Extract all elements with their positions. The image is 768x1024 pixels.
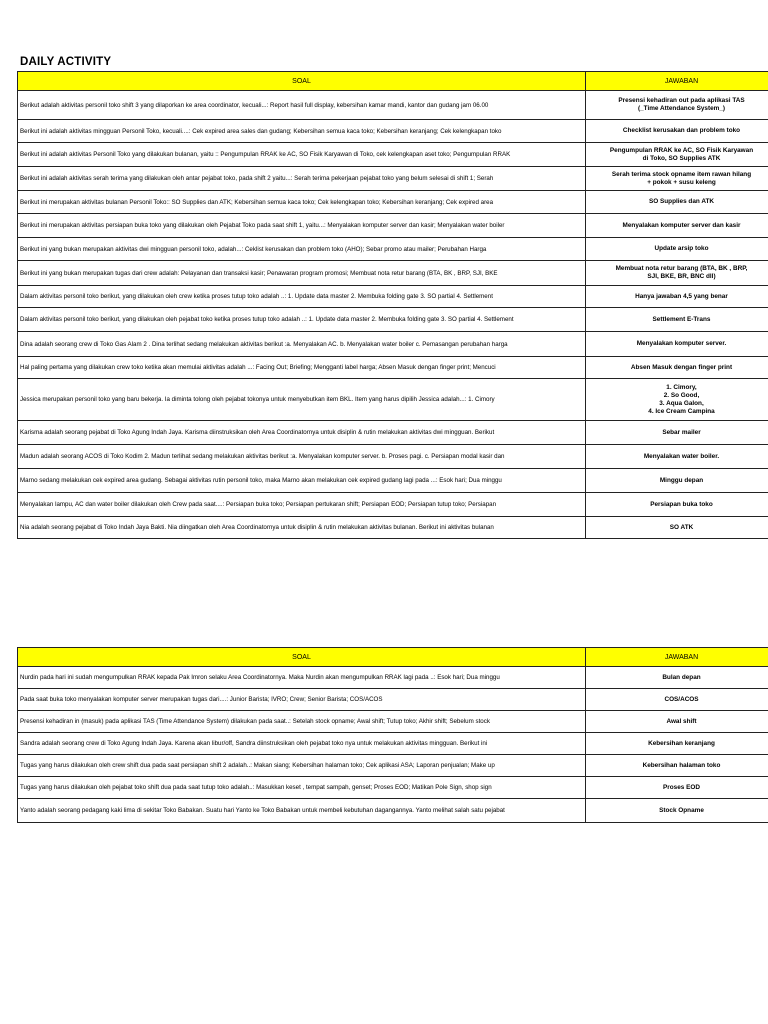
answer-cell: Hanya jawaban 4,5 yang benar [586, 286, 768, 308]
table-row [18, 308, 768, 332]
table-row [18, 191, 768, 214]
table-row [18, 143, 768, 167]
table-row [18, 445, 768, 469]
answer-cell: Checklist kerusakan dan problem toko [586, 120, 768, 143]
question-cell: Berikut ini yang bukan merupakan tugas dari crew adalah: Pelayanan dan transaksi kasir; Penawaran program promosi; Membuat nota retur barang (BTA, BK , BRP, SJI, BKE [18, 261, 586, 286]
table-row [18, 733, 768, 755]
question-cell: Menyalakan lampu, AC dan water boiler dilakukan oleh Crew pada saat....: Persiapan buka toko; Persiapan pertukaran shift; Persiapan EOD; Persiapan tutup toko; Persiapan [18, 493, 586, 517]
answer-cell: Absen Masuk dengan finger print [586, 357, 768, 379]
page-title: DAILY ACTIVITY [20, 56, 112, 68]
answer-cell: Presensi kehadiran out pada aplikasi TAS (_Time Attendance System_) [586, 91, 768, 120]
question-cell: Jessica merupakan personil toko yang baru bekerja. Ia diminta tolong oleh pejabat tokonya untuk menyebutkan item BKL. Item yang harus dipilih Jessica adalah...: 1. Cimory [18, 379, 586, 421]
table-row [18, 755, 768, 777]
answer-cell: Settlement E-Trans [586, 308, 768, 332]
answer-cell: Proses EOD [586, 777, 768, 799]
answer-cell: Minggu depan [586, 469, 768, 493]
table-row [18, 332, 768, 357]
table-header [18, 72, 768, 91]
question-cell: Marno sedang melakukan cek expired area gudang. Sebagai aktivitas rutin personil toko, maka Marno akan melakukan cek expired gudang lagi pada ...: Esok hari; Dua minggu [18, 469, 586, 493]
table-row [18, 214, 768, 238]
answer-cell: 1. Cimory, 2. So Good, 3. Aqua Galon, 4. Ice Cream Campina [586, 379, 768, 421]
question-cell: Sandra adalah seorang crew di Toko Agung Indah Jaya. Karena akan libur/off, Sandra diinstruksikan oleh pejabat toko nya untuk melakukan aktivitas mingguan. Berikut ini [18, 733, 586, 755]
question-cell: Berikut ini yang bukan merupakan aktivitas dwi mingguan personil toko, adalah...: Ceklist kerusakan dan problem toko (AHO); Sebar promo atau mailer; Perubahan Harga [18, 238, 586, 261]
answer-cell: Awal shift [586, 711, 768, 733]
question-cell: Nurdin pada hari ini sudah mengumpulkan RRAK kepada Pak Imron selaku Area Coordinatornya. Maka Nurdin akan mengumpulkan RRAK lagi pada ..: Esok hari; Dua minggu [18, 667, 586, 689]
question-cell: Berikut adalah aktivitas personil toko shift 3 yang dilaporkan ke area coordinator, kecuali...: Report hasil full display, kebersihan kamar mandi, kantor dan gudang jam 06.00 [18, 91, 586, 120]
answer-cell: Kebersihan keranjang [586, 733, 768, 755]
table-row [18, 167, 768, 191]
answer-cell: Serah terima stock opname item rawan hilang + pokok + susu keleng [586, 167, 768, 191]
table-row [18, 286, 768, 308]
table-row [18, 667, 768, 689]
question-cell: Karisma adalah seorang pejabat di Toko Agung Indah Jaya. Karisma diinstruksikan oleh Area Coordinatornya untuk disiplin & rutin melakukan aktivitas dwi mingguan. Berikut [18, 421, 586, 445]
question-cell: Berikut ini merupakan aktivitas bulanan Personil Toko:: SO Supplies dan ATK; Kebersihan semua kaca toko; Cek kelengkapan toko; Kebersihan keranjang; Cek expired area [18, 191, 586, 214]
table-header [18, 648, 768, 667]
answer-cell: Bulan depan [586, 667, 768, 689]
answer-cell: Menyalakan komputer server dan kasir [586, 214, 768, 238]
question-cell: Dina adalah seorang crew di Toko Gas Alam 2 . Dina terlihat sedang melakukan aktivitas berikut :a. Menyalakan AC. b. Menyalakan water boiler c. Pemasangan perubahan harga [18, 332, 586, 357]
table-row [18, 379, 768, 421]
question-cell: Pada saat buka toko menyalakan komputer server merupakan tugas dari....: Junior Barista; IVRO; Crew; Senior Barista; COS/ACOS [18, 689, 586, 711]
question-cell: Tugas yang harus dilakukan oleh pejabat toko shift dua pada saat tutup toko adalah..: Masukkan keset , tempat sampah, genset; Proses EOD; Matikan Pole Sign, shop sign [18, 777, 586, 799]
question-cell: Tugas yang harus dilakukan oleh crew shift dua pada saat persiapan shift 2 adalah..: Makan siang; Kebersihan halaman toko; Cek aplikasi ASA; Laporan penjualan; Make up [18, 755, 586, 777]
answer-cell: Sebar mailer [586, 421, 768, 445]
answer-cell: SO ATK [586, 517, 768, 539]
table-row [18, 493, 768, 517]
header-soal: SOAL [18, 648, 586, 667]
answer-cell: Membuat nota retur barang (BTA, BK , BRP, SJI, BKE, BR, BNC dll) [586, 261, 768, 286]
question-cell: Dalam aktivitas personil toko berikut, yang dilakukan oleh pejabat toko ketika proses tutup toko adalah ..: 1. Update data master 2. Membuka folding gate 3. SO partial 4. Settlement [18, 308, 586, 332]
table-row [18, 777, 768, 799]
question-cell: Dalam aktivitas personil toko berikut, yang dilakukan oleh crew ketika proses tutup toko adalah ..: 1. Update data master 2. Membuka folding gate 3. SO partial 4. Settlement [18, 286, 586, 308]
answer-cell: Stock Opname [586, 799, 768, 823]
activity-table-1 [17, 71, 768, 539]
table-row [18, 469, 768, 493]
answer-cell: COS/ACOS [586, 689, 768, 711]
question-cell: Hal paling pertama yang dilakukan crew toko ketika akan memulai aktivitas adalah ...: Facing Out; Briefing; Mengganti label harga; Absen Masuk dengan finger print; Mencuci [18, 357, 586, 379]
answer-cell: Kebersihan halaman toko [586, 755, 768, 777]
answer-cell: Menyalakan water boiler. [586, 445, 768, 469]
question-cell: Nia adalah seorang pejabat di Toko Indah Jaya Bakti. Nia diingatkan oleh Area Coordinatornya untuk disiplin & rutin melakukan aktivitas bulanan. Berikut ini aktivitas bulanan [18, 517, 586, 539]
question-cell: Yanto adalah seorang pedagang kaki lima di sekitar Toko Babakan. Suatu hari Yanto ke Toko Babakan untuk membeli kebutuhan dagangannya. Yanto melihat salah satu pejabat [18, 799, 586, 823]
question-cell: Presensi kehadiran in (masuk) pada aplikasi TAS (Time Attendance System) dilakukan pada saat..: Setelah stock opname; Awal shift; Tutup toko; Akhir shift; Sebelum stock [18, 711, 586, 733]
answer-cell: Pengumpulan RRAK ke AC, SO Fisik Karyawan di Toko, SO Supplies ATK [586, 143, 768, 167]
table-row [18, 261, 768, 286]
header-jawaban: JAWABAN [586, 72, 768, 91]
question-cell: Berikut ini adalah aktivitas serah terima yang dilakukan oleh antar pejabat toko, pada shift 2 yaitu...: Serah terima pekerjaan pejabat toko yang belum selesai di shift 1; Serah [18, 167, 586, 191]
answer-cell: Update arsip toko [586, 238, 768, 261]
table-row [18, 711, 768, 733]
header-soal: SOAL [18, 72, 586, 91]
table-row [18, 517, 768, 539]
table-row [18, 421, 768, 445]
question-cell: Berikut ini merupakan aktivitas persiapan buka toko yang dilakukan oleh Pejabat Toko pada saat shift 1, yaitu...: Menyalakan komputer server dan kasir; Menyalakan water boiler [18, 214, 586, 238]
table-row [18, 120, 768, 143]
header-jawaban: JAWABAN [586, 648, 768, 667]
activity-table-2 [17, 647, 768, 823]
answer-cell: Menyalakan komputer server. [586, 332, 768, 357]
table-row [18, 689, 768, 711]
table-row [18, 799, 768, 823]
question-cell: Berikut ini adalah aktivitas mingguan Personil Toko, kecuali....: Cek expired area sales dan gudang; Kebersihan semua kaca toko; Kebersihan keranjang; Cek kelengkapan toko [18, 120, 586, 143]
table-row [18, 238, 768, 261]
table-row [18, 357, 768, 379]
answer-cell: Persiapan buka toko [586, 493, 768, 517]
question-cell: Madun adalah seorang ACOS di Toko Kodim 2. Madun terlihat sedang melakukan aktivitas berikut :a. Menyalakan komputer server. b. Proses pagi. c. Persiapan modal kasir dan [18, 445, 586, 469]
table-row [18, 91, 768, 120]
question-cell: Berikut ini adalah aktivitas Personil Toko yang dilakukan bulanan, yaitu :: Pengumpulan RRAK ke AC, SO Fisik Karyawan di Toko, cek kelengkapan aset toko; Pengumpulan RRAK [18, 143, 586, 167]
answer-cell: SO Supplies dan ATK [586, 191, 768, 214]
